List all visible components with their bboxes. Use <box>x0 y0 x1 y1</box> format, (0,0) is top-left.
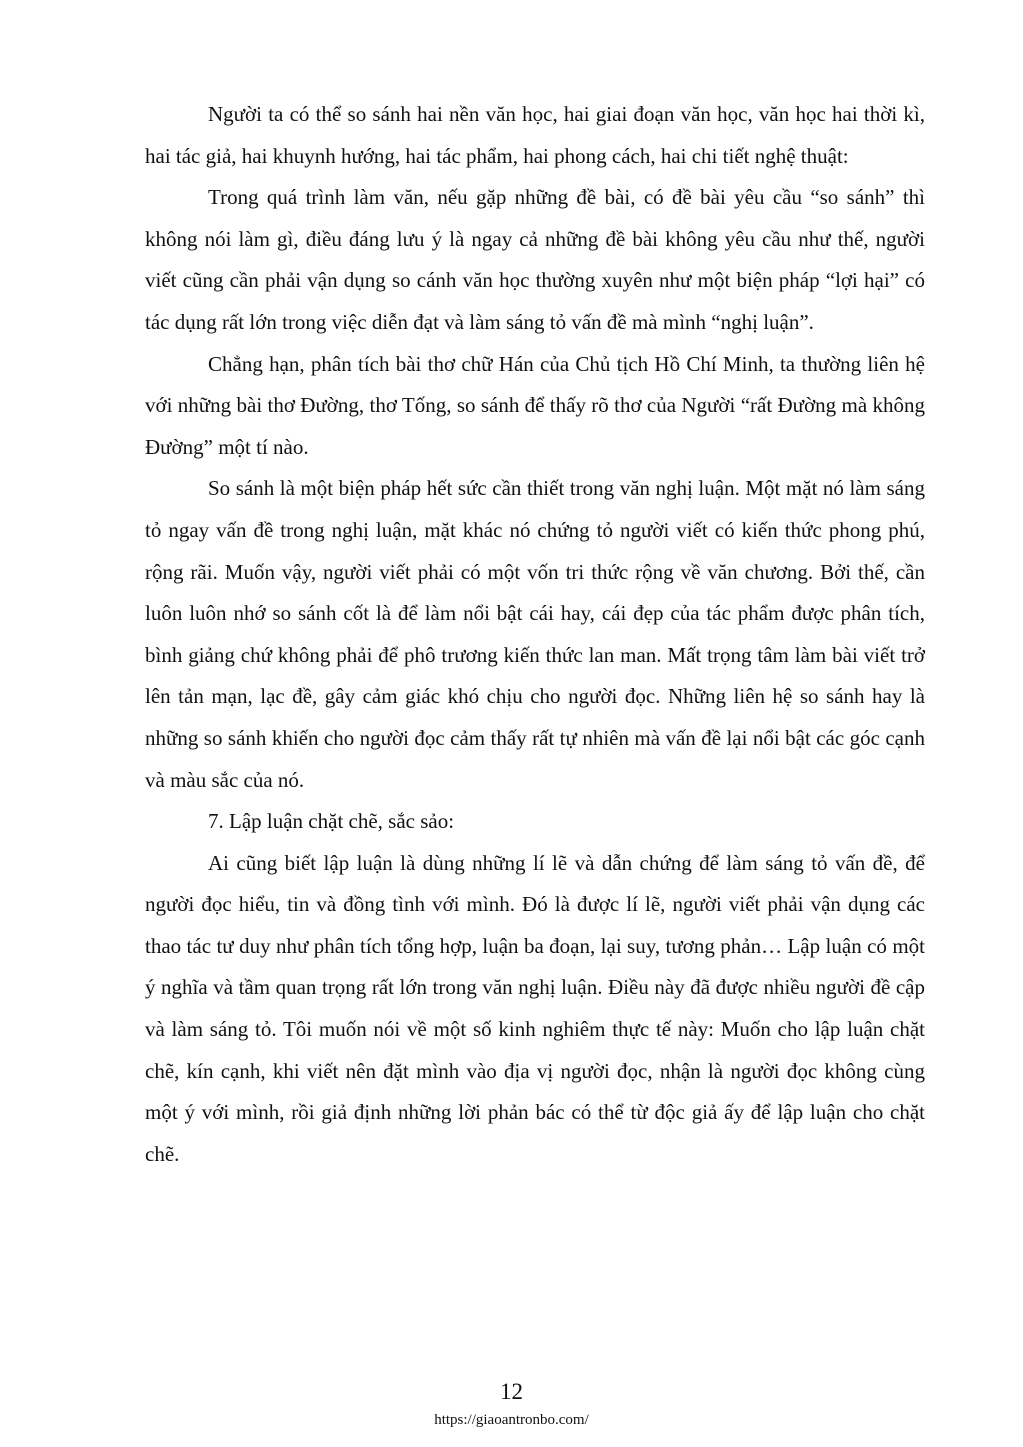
paragraph-argumentation: Ai cũng biết lập luận là dùng những lí lẽ và dẫn chứng để làm sáng tỏ vấn đề, để người đọc hiểu, tin và đồng tình với mình. Đó là được lí lẽ, người viết phải vận dụng các thao tác tư duy như phân tích tổng hợp, luận ba đoạn, lại suy, tương phản… Lập luận có một ý nghĩa và tầm quan trọng rất lớn trong văn nghị luận. Điều này đã được nhiều người đề cập và làm sáng tỏ. Tôi muốn nói về một số kinh nghiêm thực tế này: Muốn cho lập luận chặt chẽ, kín cạnh, khi viết nên đặt mình vào địa vị người đọc, nhận là người đọc không cùng một ý với mình, rồi giả định những lời phản bác có thể từ độc giả ấy để lập luận cho chặt chẽ. <box>145 850 925 1166</box>
page-number: 12 <box>500 1379 523 1404</box>
paragraph-comparison-necessity: So sánh là một biện pháp hết sức cần thiết trong văn nghị luận. Một mặt nó làm sáng tỏ ngay vấn đề trong nghị luận, mặt khác nó chứng tỏ người viết có kiến thức phong phú, rộng rãi. Muốn vậy, người viết phải có một vốn tri thức rộng về văn chương. Bởi thế, cần luôn luôn nhớ so sánh cốt là để làm nổi bật cái hay, cái đẹp của tác phẩm được phân tích, bình giảng chứ không phải để phô trương kiến thức lan man. Mất trọng tâm làm bài viết trở lên tản mạn, lạc đề, gây cảm giác khó chịu cho người đọc. Những liên hệ so sánh hay là những so sánh khiến cho người đọc cảm thấy rất tự nhiên mà vấn đề lại nổi bật các góc cạnh và màu sắc của nó. <box>145 476 925 792</box>
paragraph-comparison-scope: Người ta có thể so sánh hai nền văn học, hai giai đoạn văn học, văn học hai thời kì, hai tác giả, hai khuynh hướng, hai tác phẩm, hai phong cách, hai chi tiết nghệ thuật: <box>145 102 925 168</box>
source-url: https://giaoantronbo.com/ <box>434 1412 589 1428</box>
section-heading-argumentation: 7. Lập luận chặt chẽ, sắc sảo: <box>208 809 455 834</box>
document-body <box>145 94 925 1175</box>
paragraph-comparison-in-writing: Trong quá trình làm văn, nếu gặp những đề bài, có đề bài yêu cầu “so sánh” thì không nói làm gì, điều đáng lưu ý là ngay cả những đề bài không yêu cầu như thế, người viết cũng cần phải vận dụng so cánh văn học thường xuyên như một biện pháp “lợi hại” có tác dụng rất lớn trong việc diễn đạt và làm sáng tỏ vấn đề mà mình “nghị luận”. <box>145 185 925 334</box>
paragraph-example-han-poems: Chẳng hạn, phân tích bài thơ chữ Hán của Chủ tịch Hồ Chí Minh, ta thường liên hệ với những bài thơ Đường, thơ Tống, so sánh để thấy rõ thơ của Người “rất Đường mà không Đường” một tí nào. <box>145 351 925 459</box>
